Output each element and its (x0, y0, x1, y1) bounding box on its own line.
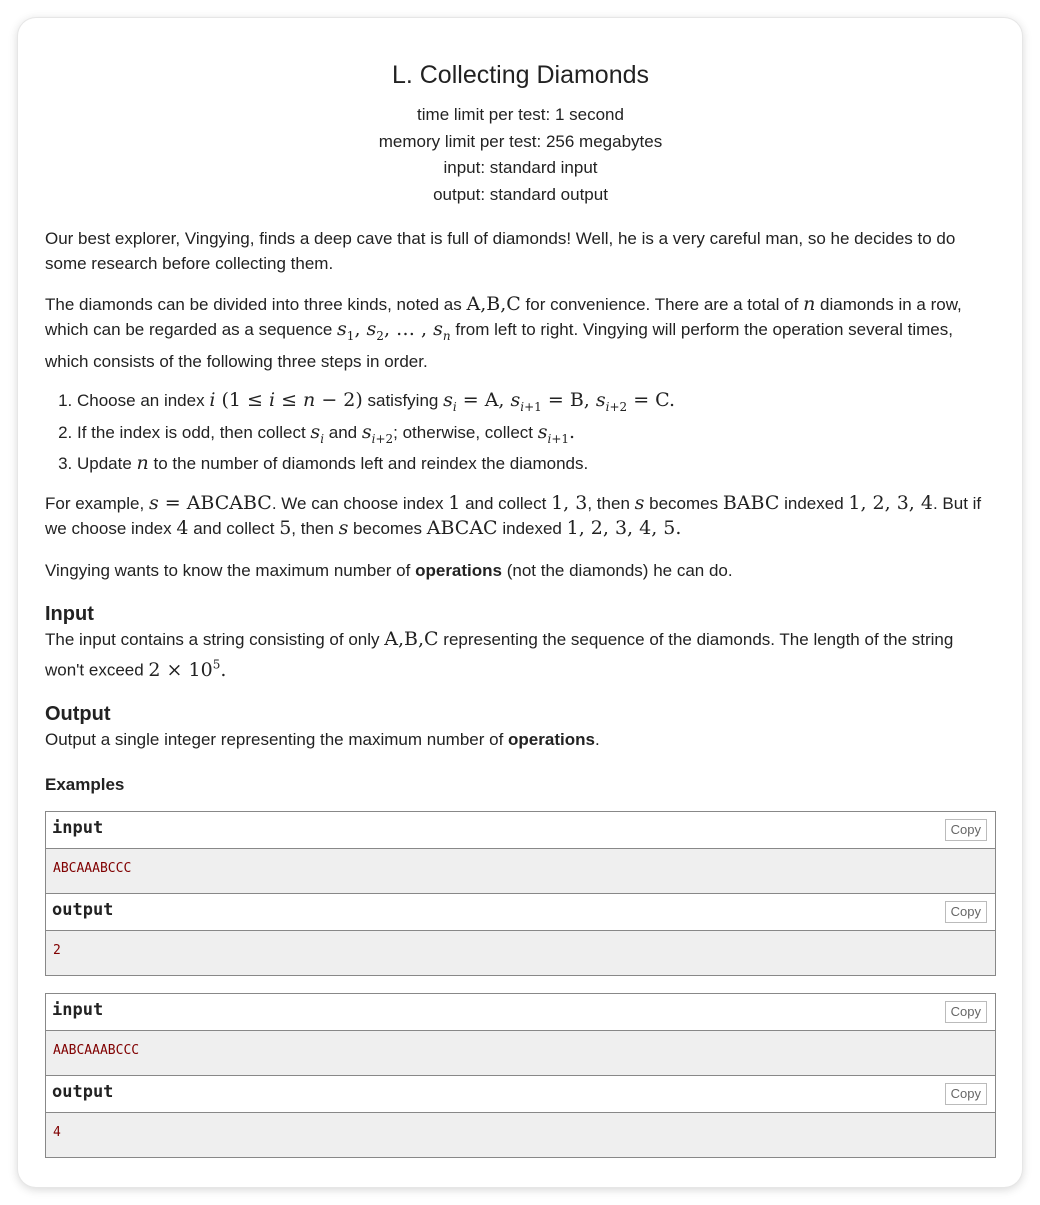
problem-content (45, 18, 996, 1158)
copy-button[interactable]: Copy (945, 819, 987, 841)
example-2-output-data (46, 1113, 995, 1157)
statement-paragraph-2: The diamonds can be divided into three kinds, noted as A,B,C for convenience. There are a total of n diamonds in a row, which can be regarded as a sequence $s_1$, $s_2$, … , $s_n$ from left to right. Vingying will perform the operation several times, which consists of the following three steps in order. (45, 293, 962, 371)
statement-paragraph-3: For example, s = ABCABC. We can choose index 1 and collect 1, 3, then s becomes BABC indexed 1, 2, 3, 4. But if we choose index 4 and collect 5, then s becomes ABCAC indexed 1, 2, 3, 4, 5. (45, 492, 982, 540)
input-description: The input contains a string consisting of only A,B,C representing the sequence of the diamonds. The length of the string won't exceed $2 \times 10^5$. (45, 628, 954, 681)
output-description: Output a single integer representing the maximum number of operations. (45, 729, 600, 749)
problem-limits (45, 102, 996, 208)
input-type: input: standard input (443, 158, 598, 177)
statement-paragraph-1: Our best explorer, Vingying, finds a deep cave that is full of diamonds! Well, he is a very careful man, so he decides to do some research before collecting them. (45, 229, 956, 273)
example-1-output-data (46, 931, 995, 975)
input-label: input (52, 817, 104, 838)
example-1-output-header (46, 894, 995, 931)
example-input-value: AABCAAABCCC (53, 1042, 140, 1058)
copy-button[interactable]: Copy (945, 1083, 987, 1105)
problem-card (18, 18, 1022, 1187)
output-type: output: standard output (433, 184, 608, 204)
input-label: input (52, 999, 104, 1020)
example-output-value: 2 (53, 942, 61, 958)
step-1: 1. Choose an index i (1 ≤ i ≤ n − 2) satisfying $s_i = A$, $s_{i+1} = B$, $s_{i+2} = C$. (77, 388, 996, 420)
input-heading: Input (45, 603, 94, 626)
statement-paragraph-4: Vingying wants to know the maximum number of operations (not the diamonds) he can do. (45, 561, 733, 581)
output-label: output (52, 899, 114, 920)
example-2-output-header (46, 1076, 995, 1113)
output-heading: Output (45, 702, 111, 725)
copy-button[interactable]: Copy (945, 901, 987, 923)
example-1-input-header (46, 812, 995, 849)
problem-title: L. Collecting Diamonds (391, 61, 650, 89)
example-output-value: 4 (53, 1124, 61, 1140)
operation-steps (45, 388, 996, 477)
output-label: output (52, 1081, 114, 1102)
time-limit: time limit per test: 1 second (417, 105, 624, 124)
copy-button[interactable]: Copy (945, 1001, 987, 1023)
examples-heading: Examples (45, 774, 125, 794)
example-input-value: ABCAAABCCC (53, 860, 132, 876)
example-2 (45, 993, 996, 1158)
step-2: 2. If the index is odd, then collect $s_i$ and $s_{i+2}$; otherwise, collect $s_{i+1}$. (77, 420, 996, 452)
example-2-input-data (46, 1031, 995, 1076)
memory-limit: memory limit per test: 256 megabytes (378, 131, 663, 151)
step-3: 3. Update n to the number of diamonds left and reindex the diamonds. (77, 451, 996, 476)
example-1 (45, 811, 996, 976)
example-2-input-header (46, 994, 995, 1031)
example-1-input-data (46, 849, 995, 894)
